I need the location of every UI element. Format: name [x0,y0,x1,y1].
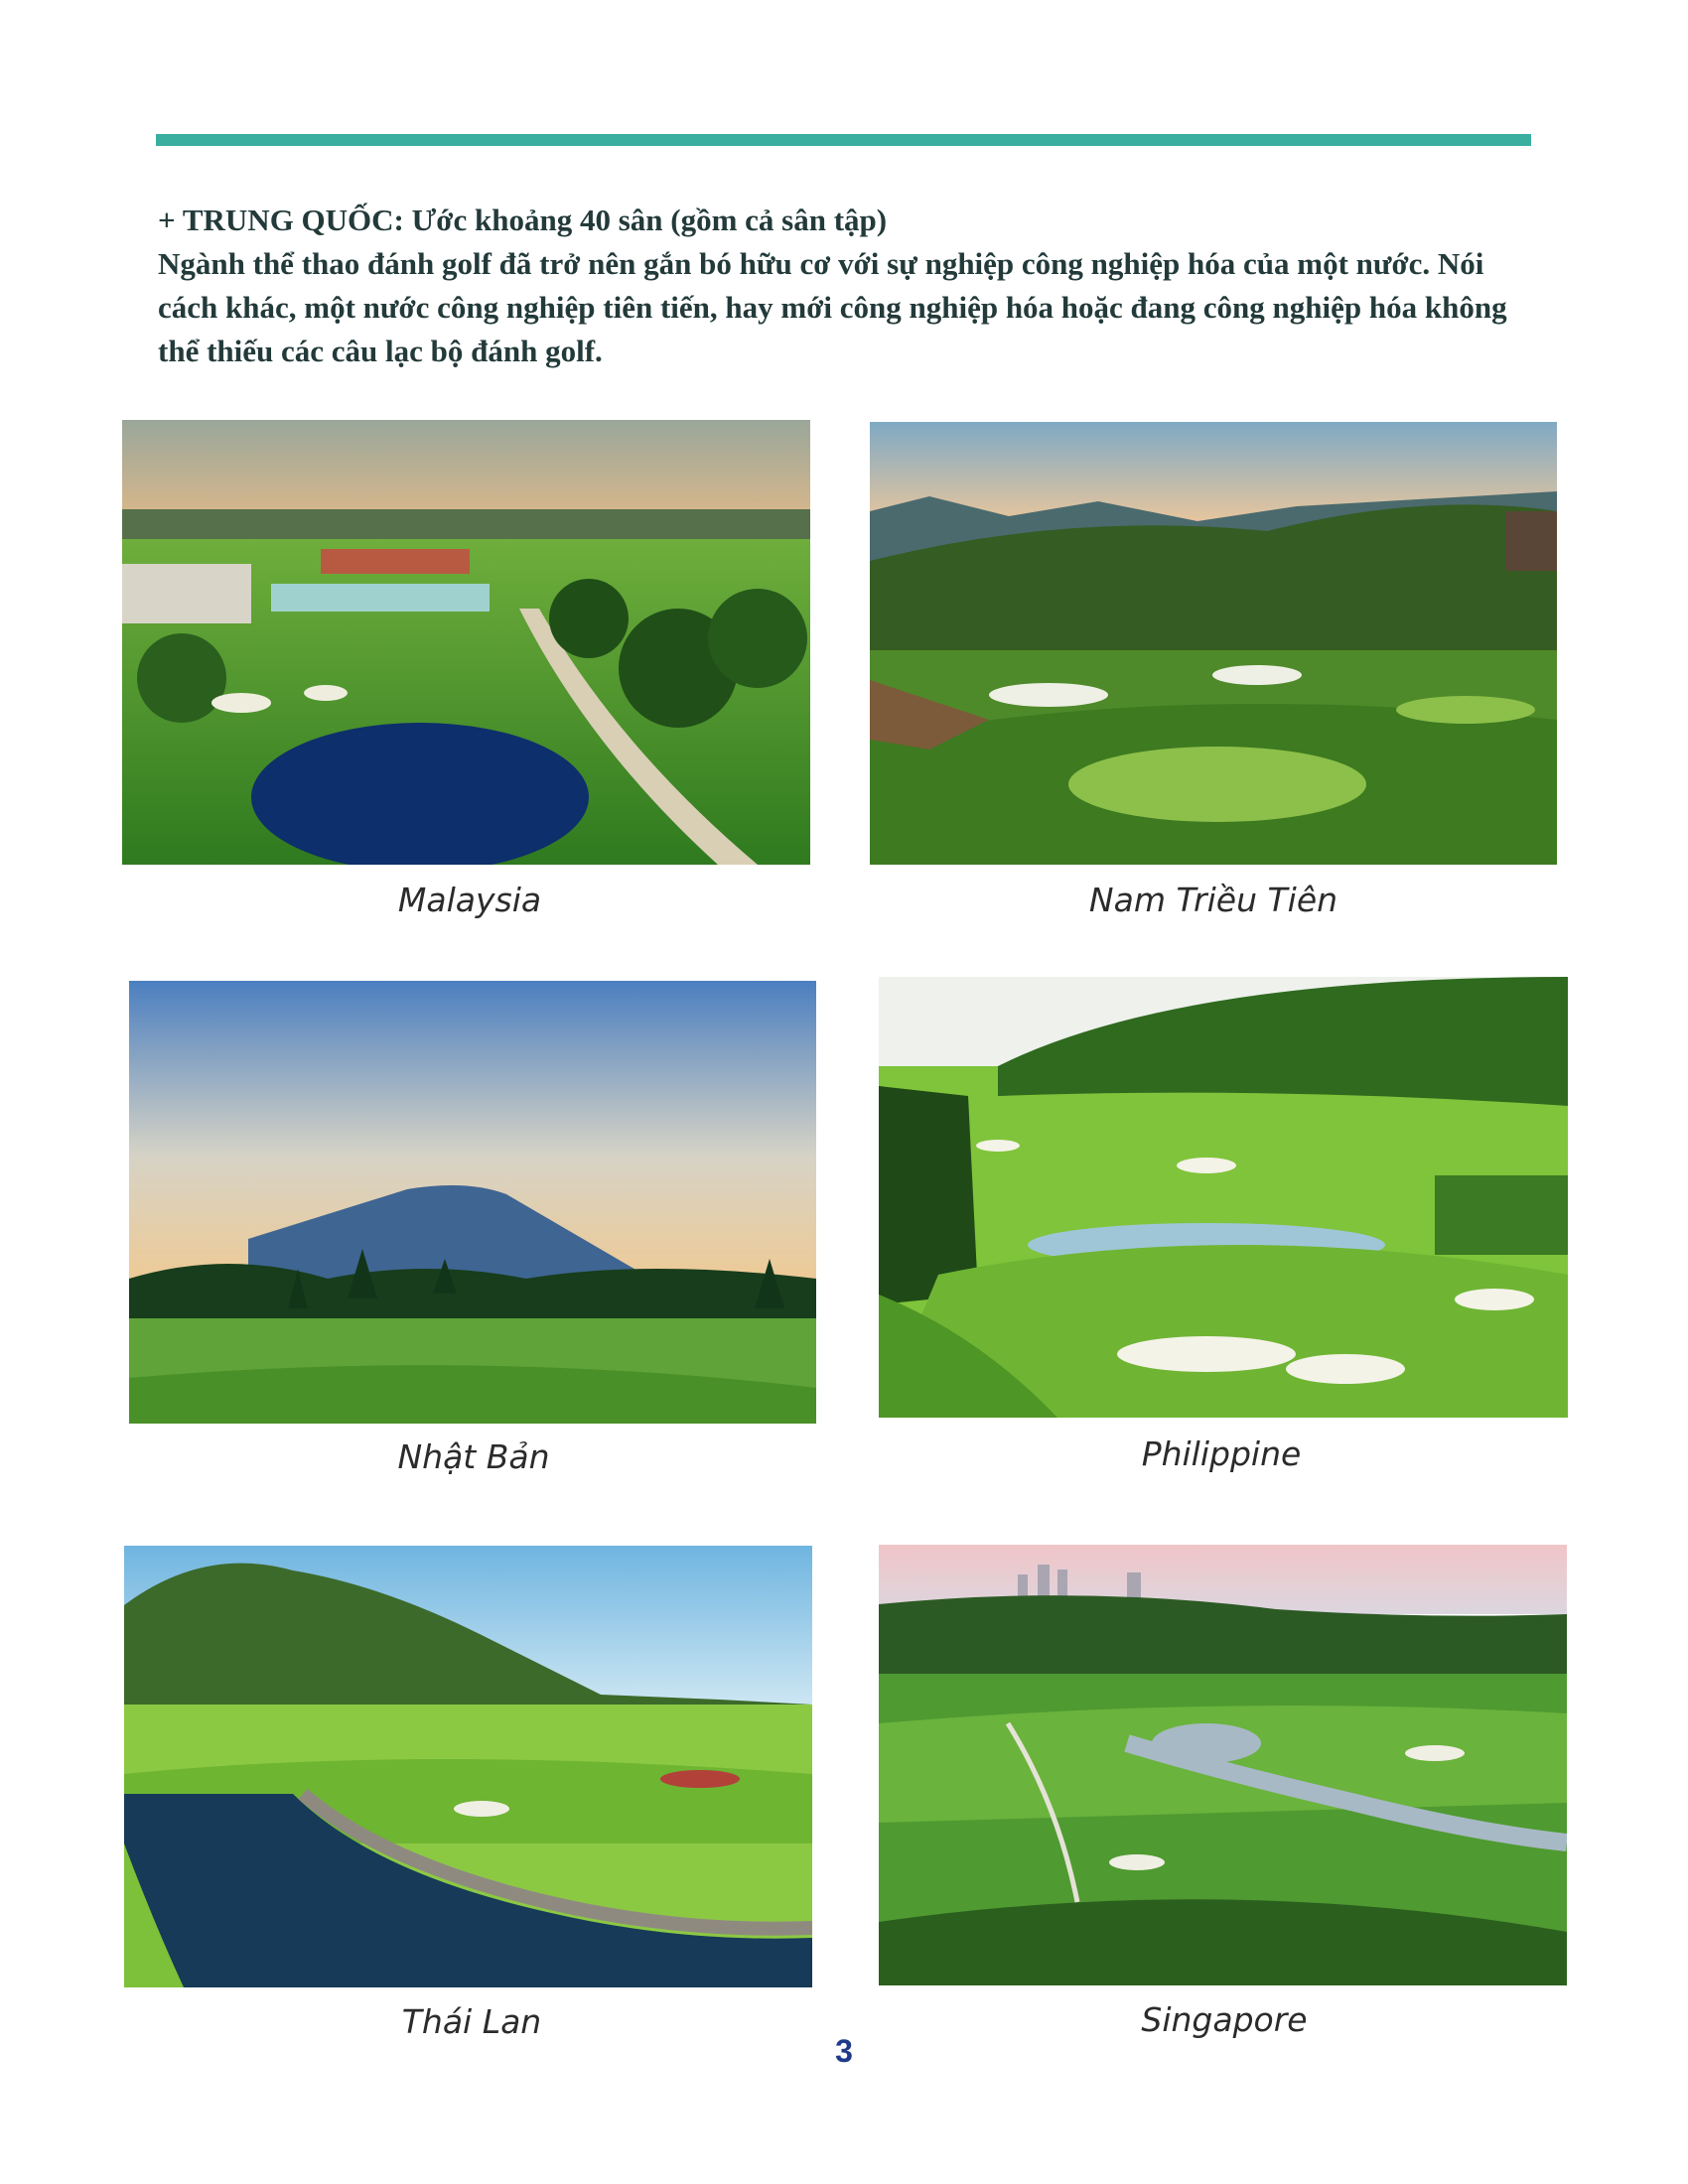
caption-japan: Nhật Bản [397,1437,550,1476]
caption-malaysia: Malaysia [397,881,542,919]
photo-thailand [124,1546,812,1987]
section-heading: + TRUNG QUỐC: Ước khoảng 40 sân (gồm cả sân tập) [158,203,888,237]
top-accent-rule [156,134,1531,146]
photo-malaysia [122,420,810,865]
intro-text [158,199,1538,373]
caption-philippines: Philippine [1141,1434,1302,1473]
intro-paragraph: Ngành thể thao đánh golf đã trở nên gắn bó hữu cơ với sự nghiệp công nghiệp hóa của một nước. Nói cách khác, một nước công nghiệp tiên tiến, hay mới công nghiệp hóa hoặc đang công nghiệp hóa không thể thiếu các câu lạc bộ đánh golf. [158,246,1507,368]
page-number: 3 [835,2033,853,2069]
caption-singapore: Singapore [1141,2000,1308,2039]
photo-japan [129,981,816,1424]
photo-south-korea [870,422,1557,865]
photo-singapore [879,1545,1567,1985]
caption-south-korea: Nam Triều Tiên [1088,881,1338,919]
photo-philippines [879,977,1568,1418]
caption-thailand: Thái Lan [401,2002,542,2041]
